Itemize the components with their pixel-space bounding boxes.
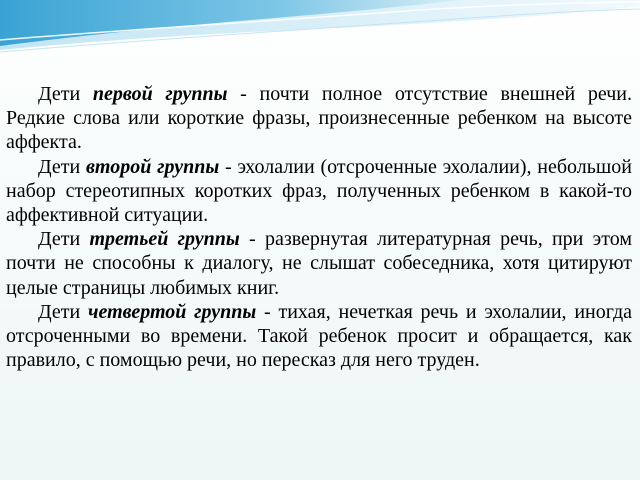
paragraph-text: - почти полное отсутствие внешней речи. Редкие слова или короткие фразы, произнесенные ребенком на высоте аффекта. bbox=[6, 83, 632, 154]
paragraph-group-3 bbox=[6, 227, 632, 300]
group-label-fourth: четвертой группы bbox=[87, 300, 257, 323]
paragraph-prefix: Дети bbox=[38, 155, 86, 178]
paragraph-prefix: Дети bbox=[38, 83, 93, 105]
group-label-first: первой группы bbox=[92, 83, 228, 105]
group-label-third: третьей группы bbox=[89, 228, 240, 251]
group-label-second: второй группы bbox=[86, 155, 220, 178]
paragraph-group-4 bbox=[6, 300, 632, 373]
paragraph-group-1 bbox=[6, 82, 632, 155]
paragraph-text: - эхолалии (отсроченные эхолалии), небольшой набор стереотипных коротких фраз, полученных ребенком в какой-то аффективной ситуации. bbox=[6, 155, 632, 227]
header-wave-decoration bbox=[0, 0, 640, 60]
paragraph-group-2 bbox=[6, 155, 632, 228]
slide-body bbox=[6, 82, 632, 372]
paragraph-prefix: Дети bbox=[38, 228, 90, 251]
paragraph-text: - тихая, нечеткая речь и эхолалии, иногда отсроченными во времени. Такой ребенок просит и обращается, как правило, с помощью речи, но пересказ для него труден. bbox=[6, 300, 632, 372]
paragraph-text: - развернутая литературная речь, при этом почти не способны к диалогу, не слышат собеседника, хотя цитируют целые страницы любимых книг. bbox=[6, 228, 632, 299]
paragraph-prefix: Дети bbox=[38, 300, 88, 323]
